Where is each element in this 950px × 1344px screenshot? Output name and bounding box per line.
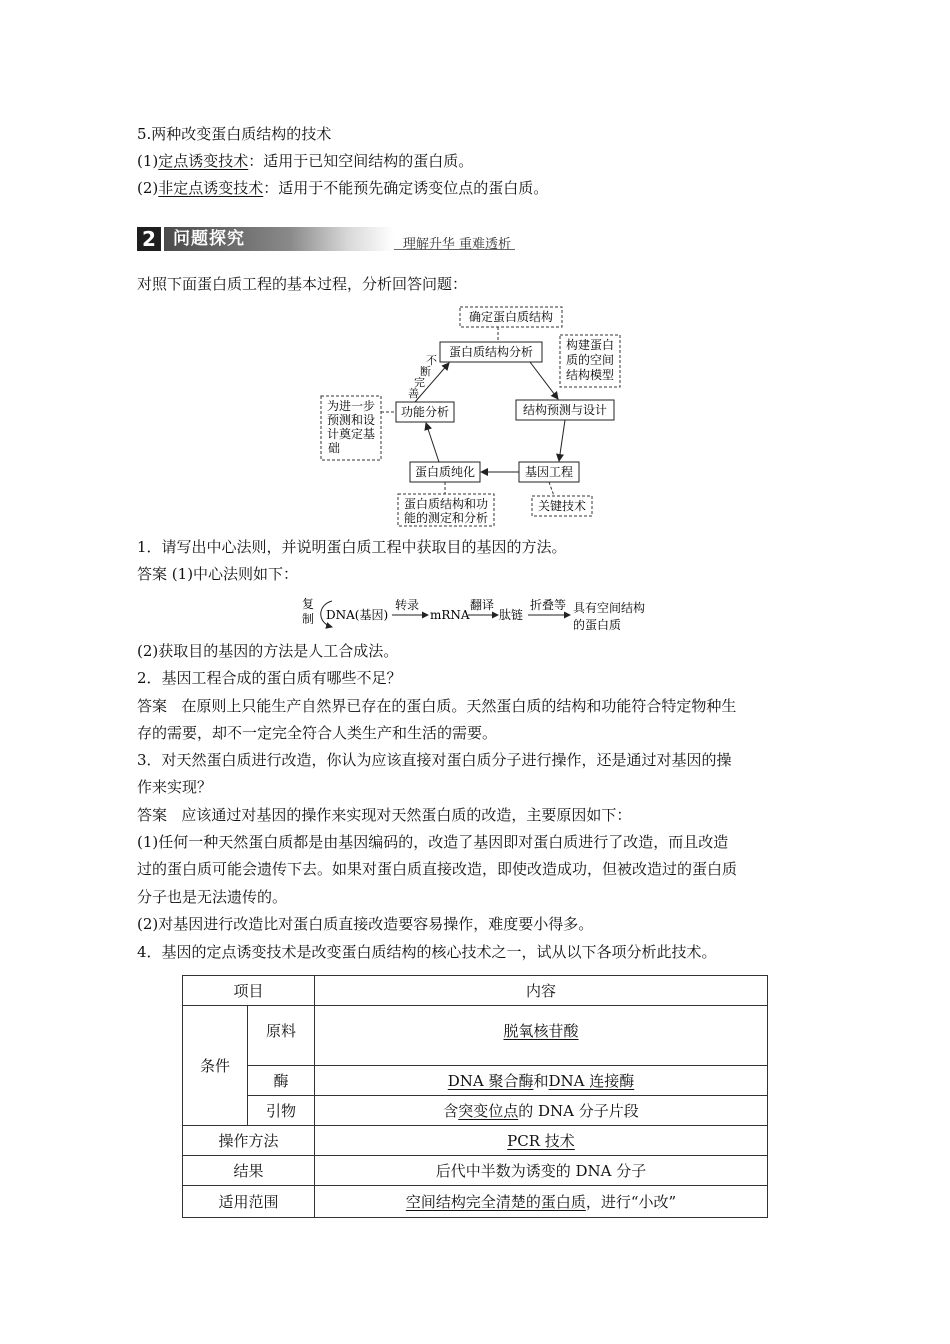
table-row [183,1066,768,1096]
enzyme-value [315,1066,768,1096]
q2-answer-line1: 在原则上只能生产自然界已存在的蛋白质。天然蛋白质的结构和功能符合特定物种生 [181,697,737,715]
table-row [183,976,768,1006]
table-row [183,1096,768,1126]
enzyme-label: 酶 [248,1066,315,1096]
central-dogma [300,596,660,636]
cd-peptide: 肽链 [499,608,524,622]
enzyme-and: 和 [533,1072,549,1090]
header-content: 内容 [315,976,768,1006]
method-label: 操作方法 [183,1126,315,1156]
section5-title: 5.两种改变蛋白质结构的技术 [137,125,332,143]
q3-question-line1: 3．对天然蛋白质进行改造，你认为应该直接对蛋白质分子进行操作，还是通过对基因的操 [137,751,732,769]
cd-product-1: 具有空间结构 [573,601,646,615]
q2-answer [137,696,736,716]
protein-engineering-diagram [318,306,640,528]
scope-term: 空间结构完全清楚的蛋白质 [405,1193,586,1211]
scope-label: 适用范围 [183,1186,315,1218]
item1-prefix: (1) [137,152,159,170]
node-purify: 蛋白质纯化 [414,465,476,479]
note-bottom-right: 关键技术 [537,499,587,513]
banner-title: 问题探究 [173,229,245,249]
primer-prefix: 含 [443,1102,459,1120]
q3-point2: (2)对基因进行改造比对蛋白质直接改造要容易操作，难度要小得多。 [137,915,594,933]
table-row [183,1156,768,1186]
method-term: PCR 技术 [507,1132,575,1150]
cd-replicate-2: 制 [302,612,315,626]
note-right-line2: 质的空间 [565,353,615,367]
note-top: 确定蛋白质结构 [468,310,554,324]
q3-point1-line2: 过的蛋白质可能会遗传下去。如果对蛋白质直接改造，即使改造成功，但被改造过的蛋白质 [137,860,738,878]
q1-answer-label: 答案 [137,565,168,583]
raw-material-label: 原料 [248,1006,315,1066]
raw-material-term: 脱氧核苷酸 [503,1022,579,1040]
banner-subtitle: 理解升华 重难透析 [402,237,511,252]
item1-rest: ：适用于已知空间结构的蛋白质。 [248,152,474,170]
node-analysis: 蛋白质结构分析 [448,345,534,359]
banner-number: 2 [137,227,161,251]
cd-mrna: mRNA [430,608,470,622]
arrow-label-3: 完 [414,376,425,389]
note-bottom-left-line1: 蛋白质结构和功 [403,497,489,511]
cd-transcription: 转录 [395,598,420,612]
technique-table [182,975,768,1218]
enzyme-b: DNA 连接酶 [548,1072,635,1090]
table-row [183,1126,768,1156]
q4-question: 4．基因的定点诱变技术是改变蛋白质结构的核心技术之一，试从以下各项分析此技术。 [137,943,717,961]
node-gene: 基因工程 [524,465,574,479]
q1-answer-part2: (2)获取目的基因的方法是人工合成法。 [137,642,399,660]
note-right-line1: 构建蛋白 [565,338,615,352]
item2-prefix: (2) [137,179,159,197]
q3-point1-line3: 分子也是无法遗传的。 [137,888,288,906]
section-banner [137,227,515,251]
node-design: 结构预测与设计 [522,403,608,417]
q1-question: 1．请写出中心法则，并说明蛋白质工程中获取目的基因的方法。 [137,538,567,556]
item1-term: 定点诱变技术 [158,152,249,170]
cd-replicate-1: 复 [302,597,315,611]
cd-product-2: 的蛋白质 [573,618,622,632]
q2-question: 2．基因工程合成的蛋白质有哪些不足？ [137,669,402,687]
result-value: 后代中半数为诱变的 DNA 分子 [315,1156,768,1186]
note-bottom-right-connector [549,482,554,496]
note-left-line1: 为进一步 [326,399,376,413]
table-row [183,1186,768,1218]
scope-rest: ，进行“小改” [585,1193,677,1211]
q3-question-line2: 作来实现？ [137,778,213,796]
item2-rest: ：适用于不能预先确定诱变位点的蛋白质。 [263,179,549,197]
enzyme-a: DNA 聚合酶 [447,1072,534,1090]
cd-folding: 折叠等 [530,598,567,612]
node-function: 功能分析 [400,405,450,419]
arrow-design-to-gene [559,420,565,461]
q3-answer-intro: 应该通过对基因的操作来实现对天然蛋白质的改造，主要原因如下： [181,806,632,824]
q3-point1-line1: (1)任何一种天然蛋白质都是由基因编码的，改造了基因即对蛋白质进行了改造，而且改造 [137,833,729,851]
condition-label: 条件 [183,1006,248,1126]
result-label: 结果 [183,1156,315,1186]
section5-item2 [137,178,548,198]
section5-item1 [137,151,473,171]
primer-label: 引物 [248,1096,315,1126]
note-left-line2: 预测和设 [326,413,376,427]
q2-answer-label: 答案 [137,697,168,715]
q3-answer [137,805,631,825]
item2-term: 非定点诱变技术 [158,179,264,197]
note-bottom-left-line2: 能的测定和分析 [403,511,489,525]
table-row [183,1006,768,1066]
cd-dna: DNA(基因) [326,608,389,622]
raw-material-value [315,1006,768,1066]
q1-answer-part1: (1)中心法则如下： [171,565,299,583]
cd-translation: 翻译 [470,598,495,612]
arrow-label-1: 不 [426,354,437,367]
q3-answer-label: 答案 [137,806,168,824]
primer-suffix: 的 DNA 分子片段 [518,1102,639,1120]
arrow-purify-to-function [426,423,439,462]
note-left-line3: 计奠定基 [326,427,376,441]
q1-answer-intro [137,564,298,584]
note-right-line3: 结构模型 [565,368,615,382]
header-item: 项目 [183,976,315,1006]
intro-text: 对照下面蛋白质工程的基本过程，分析回答问题： [137,275,468,293]
arrow-analysis-to-design [530,362,558,399]
scope-value [315,1186,768,1218]
primer-value [315,1096,768,1126]
primer-term: 突变位点 [458,1102,519,1120]
arrow-label-2: 断 [420,365,431,378]
method-value [315,1126,768,1156]
arrow-label-4: 善 [408,387,419,400]
q2-answer-line2: 存的需要，却不一定完全符合人类生产和生活的需要。 [137,724,498,742]
note-left-line4: 础 [327,441,341,455]
